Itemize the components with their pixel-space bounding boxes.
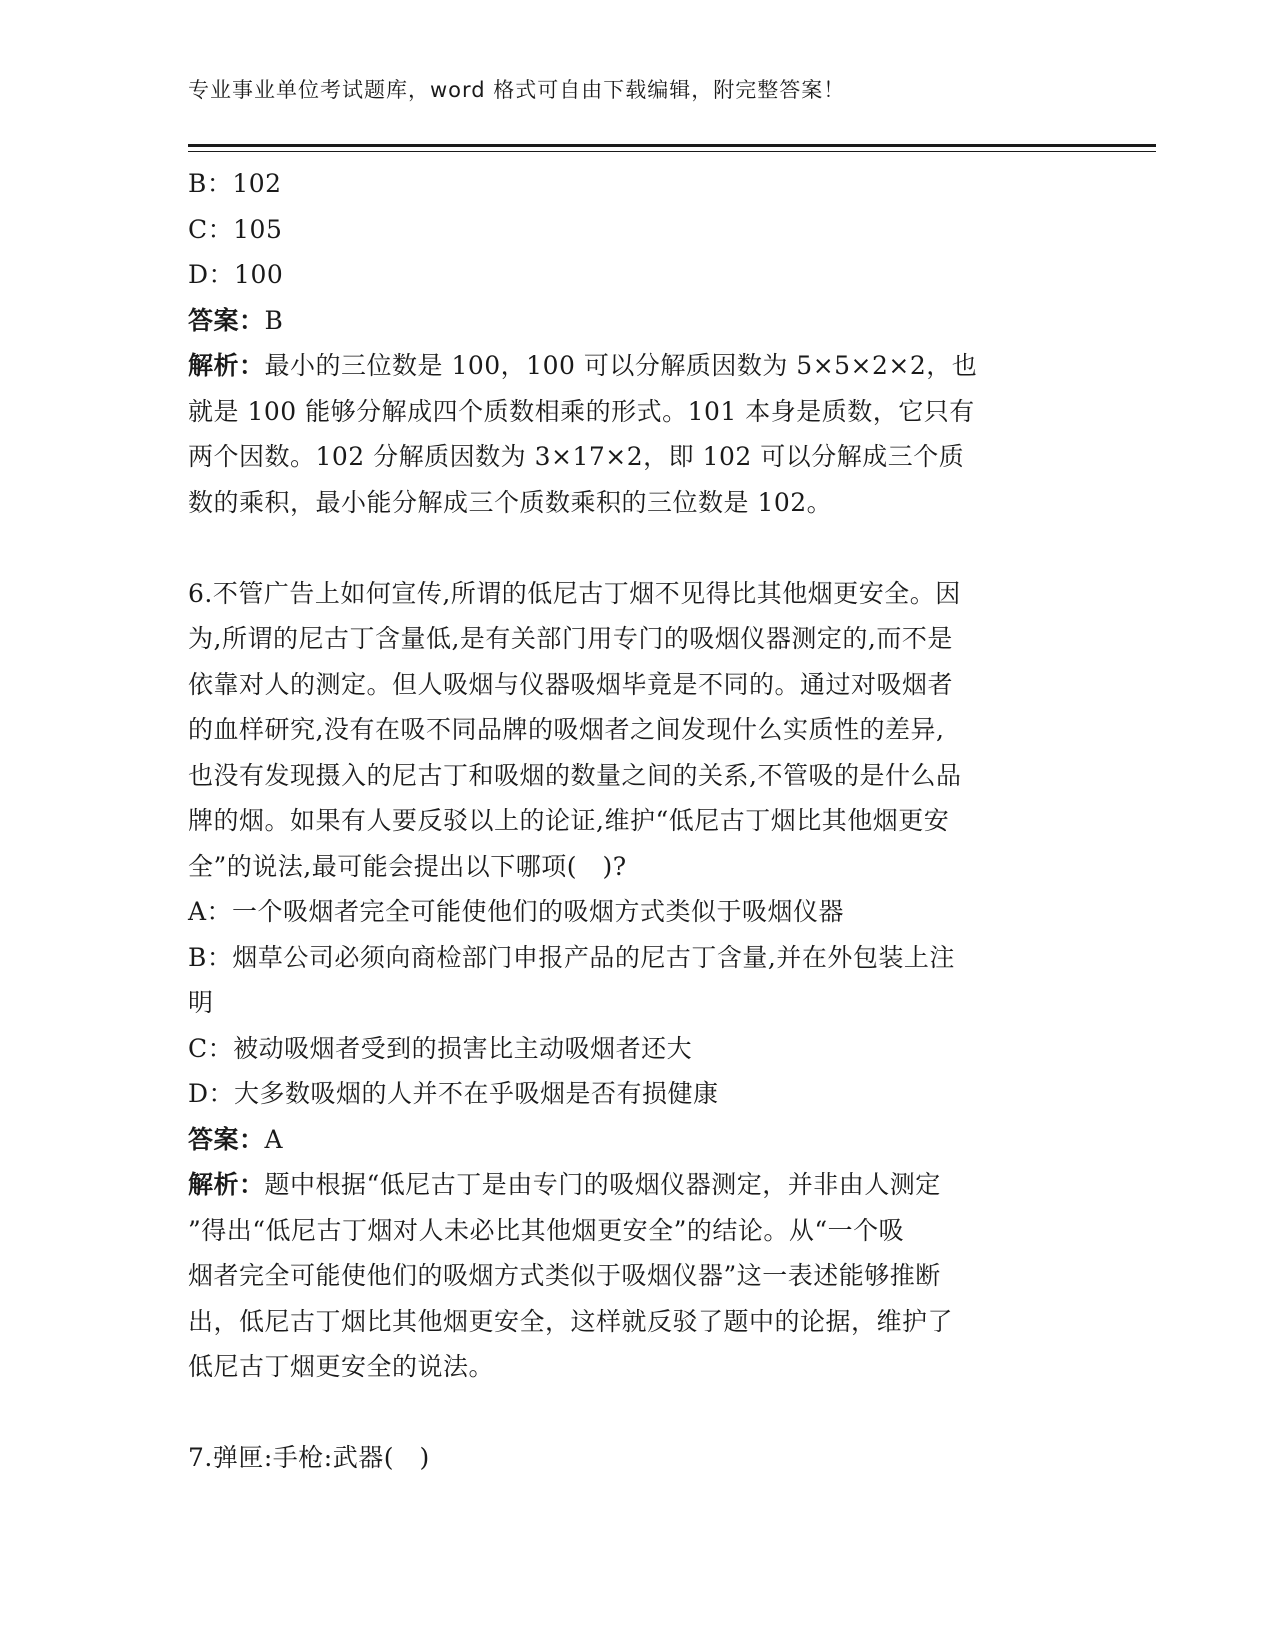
q5-option-d: D：100 (188, 260, 284, 289)
q6-question-line: 的血样研究,没有在吸不同品牌的吸烟者之间发现什么实质性的差异, (188, 715, 945, 744)
q6-question-line: 也没有发现摄入的尼古丁和吸烟的数量之间的关系,不管吸的是什么品 (188, 760, 962, 790)
q6-option-b-cont: 明 (188, 988, 214, 1017)
q6-question-line: 6.不管广告上如何宣传,所谓的低尼古丁烟不见得比其他烟更安全。因 (188, 578, 961, 608)
q5-option-b: B：102 (188, 169, 282, 198)
q6-option-b: B：烟草公司必须向商检部门申报产品的尼古丁含量,并在外包装上注 (188, 942, 955, 972)
q6-option-c: C：被动吸烟者受到的损害比主动吸烟者还大 (188, 1033, 693, 1063)
q6-question-line: 依靠对人的测定。但人吸烟与仪器吸烟毕竟是不同的。通过对吸烟者 (188, 669, 954, 699)
q6-analysis-line: 出，低尼古丁烟比其他烟更安全，这样就反驳了题中的论据，维护了 (188, 1306, 954, 1336)
q5-answer (188, 298, 1088, 344)
q6-question-line: 全”的说法,最可能会提出以下哪项( )? (188, 851, 627, 881)
q6-answer (188, 1117, 1088, 1163)
spacer (188, 525, 1088, 571)
q6-question-line: 牌的烟。如果有人要反驳以上的论证,维护“低尼古丁烟比其他烟更安 (188, 806, 950, 835)
q6-analysis-line: 解析：题中根据“低尼古丁是由专门的吸烟仪器测定，并非由人测定 (188, 1170, 941, 1199)
spacer (188, 1390, 1088, 1436)
analysis-label: 解析： (188, 1170, 265, 1199)
q6-analysis-line: ”得出“低尼古丁烟对人未必比其他烟更安全”的结论。从“一个吸 (188, 1215, 905, 1245)
q5-analysis-line: 数的乘积，最小能分解成三个质数乘积的三位数是 102。 (188, 487, 833, 517)
document-body (188, 161, 1088, 1481)
answer-value: B (264, 305, 284, 335)
header-rule-thick (188, 144, 1156, 147)
answer-label: 答案： (188, 305, 265, 335)
q6-option-d: D：大多数吸烟的人并不在乎吸烟是否有损健康 (188, 1079, 719, 1108)
q5-option-c: C：105 (188, 214, 283, 244)
q6-analysis-line: 烟者完全可能使他们的吸烟方式类似于吸烟仪器”这一表述能够推断 (188, 1261, 941, 1290)
q6-option-a: A：一个吸烟者完全可能使他们的吸烟方式类似于吸烟仪器 (188, 897, 845, 926)
q5-analysis-line: 就是 100 能够分解成四个质数相乘的形式。101 本身是质数，它只有 (188, 396, 975, 426)
q6-analysis-line: 低尼古丁烟更安全的说法。 (188, 1352, 495, 1381)
answer-value: A (264, 1124, 284, 1154)
q5-analysis-line: 两个因数。102 分解质因数为 3×17×2，即 102 可以分解成三个质 (188, 442, 965, 471)
header-rule-thin (188, 151, 1156, 152)
page-header: 专业事业单位考试题库，word 格式可自由下载编辑，附完整答案！ (188, 78, 846, 102)
q6-question-line: 为,所谓的尼古丁含量低,是有关部门用专门的吸烟仪器测定的,而不是 (188, 624, 953, 653)
answer-label: 答案： (188, 1124, 265, 1154)
q7-question: 7.弹匣:手枪:武器( ) (188, 1443, 430, 1472)
analysis-label: 解析： (188, 351, 265, 380)
q5-analysis-line: 解析：最小的三位数是 100，100 可以分解质因数为 5×5×2×2，也 (188, 351, 978, 380)
